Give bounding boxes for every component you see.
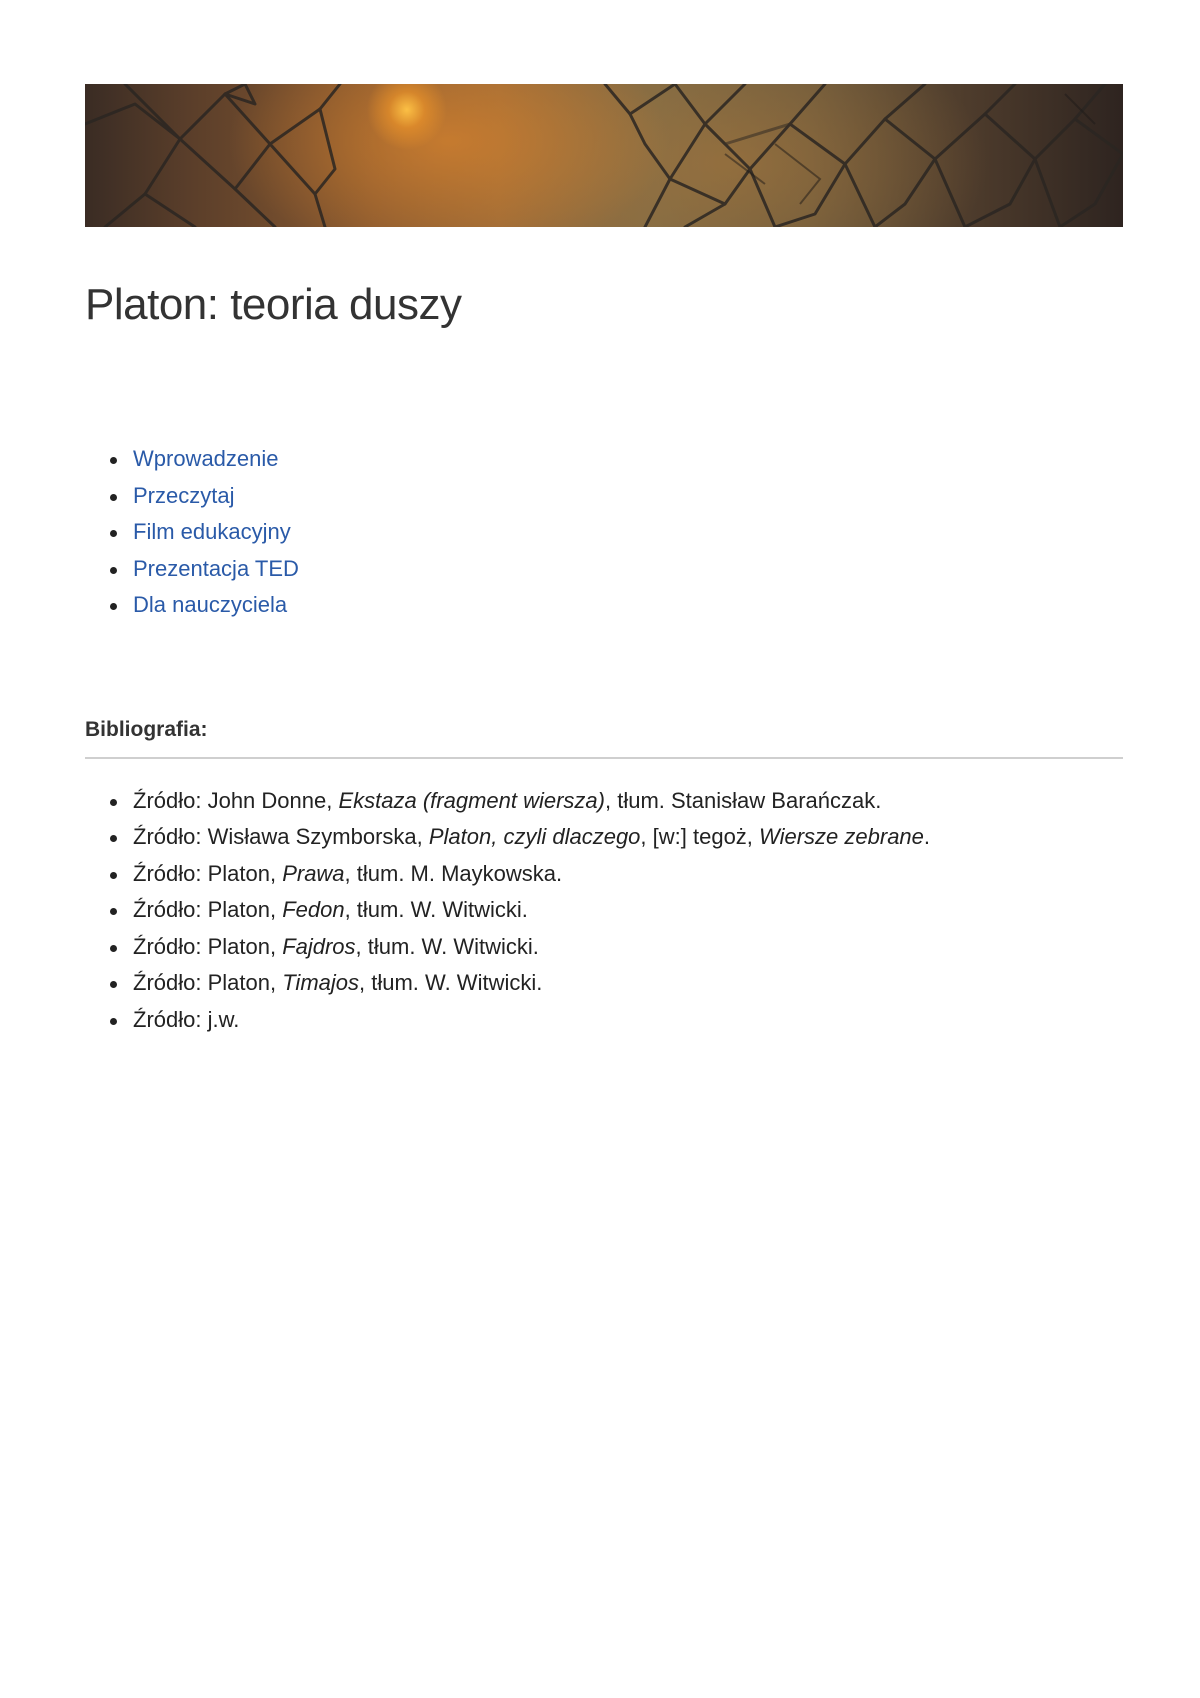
bibliography-item: Źródło: John Donne, Ekstaza (fragment wiersza), tłum. Stanisław Barańczak. — [85, 783, 1123, 820]
bibliography-item: Źródło: j.w. — [85, 1002, 1123, 1039]
bibliography-item: Źródło: Platon, Prawa, tłum. M. Maykowska. — [85, 856, 1123, 893]
bibliography-item: Źródło: Wisława Szymborska, Platon, czyli dlaczego, [w:] tegoż, Wiersze zebrane. — [85, 819, 1123, 856]
list-item — [85, 514, 1123, 551]
document-page — [85, 84, 1123, 1038]
list-item — [85, 478, 1123, 515]
nav-link-film-edukacyjny[interactable]: Film edukacyjny — [133, 519, 291, 544]
section-nav-list — [85, 441, 1123, 624]
bibliography-item: Źródło: Platon, Timajos, tłum. W. Witwicki. — [85, 965, 1123, 1002]
bibliography-list — [85, 783, 1123, 1039]
list-item — [85, 551, 1123, 588]
bibliography-heading: Bibliografia: — [85, 716, 1123, 759]
nav-link-wprowadzenie[interactable]: Wprowadzenie — [133, 446, 279, 471]
bibliography-item: Źródło: Platon, Fedon, tłum. W. Witwicki. — [85, 892, 1123, 929]
chain-link-fence-graphic — [85, 84, 1123, 227]
list-item — [85, 441, 1123, 478]
nav-link-prezentacja-ted[interactable]: Prezentacja TED — [133, 555, 299, 581]
nav-link-przeczytaj[interactable]: Przeczytaj — [133, 482, 235, 508]
page-title: Platon: teoria duszy — [85, 280, 462, 329]
nav-link-dla-nauczyciela[interactable]: Dla nauczyciela — [133, 592, 288, 617]
bibliography-item: Źródło: Platon, Fajdros, tłum. W. Witwicki. — [85, 929, 1123, 966]
list-item — [85, 587, 1123, 624]
header-banner-image — [85, 84, 1123, 227]
